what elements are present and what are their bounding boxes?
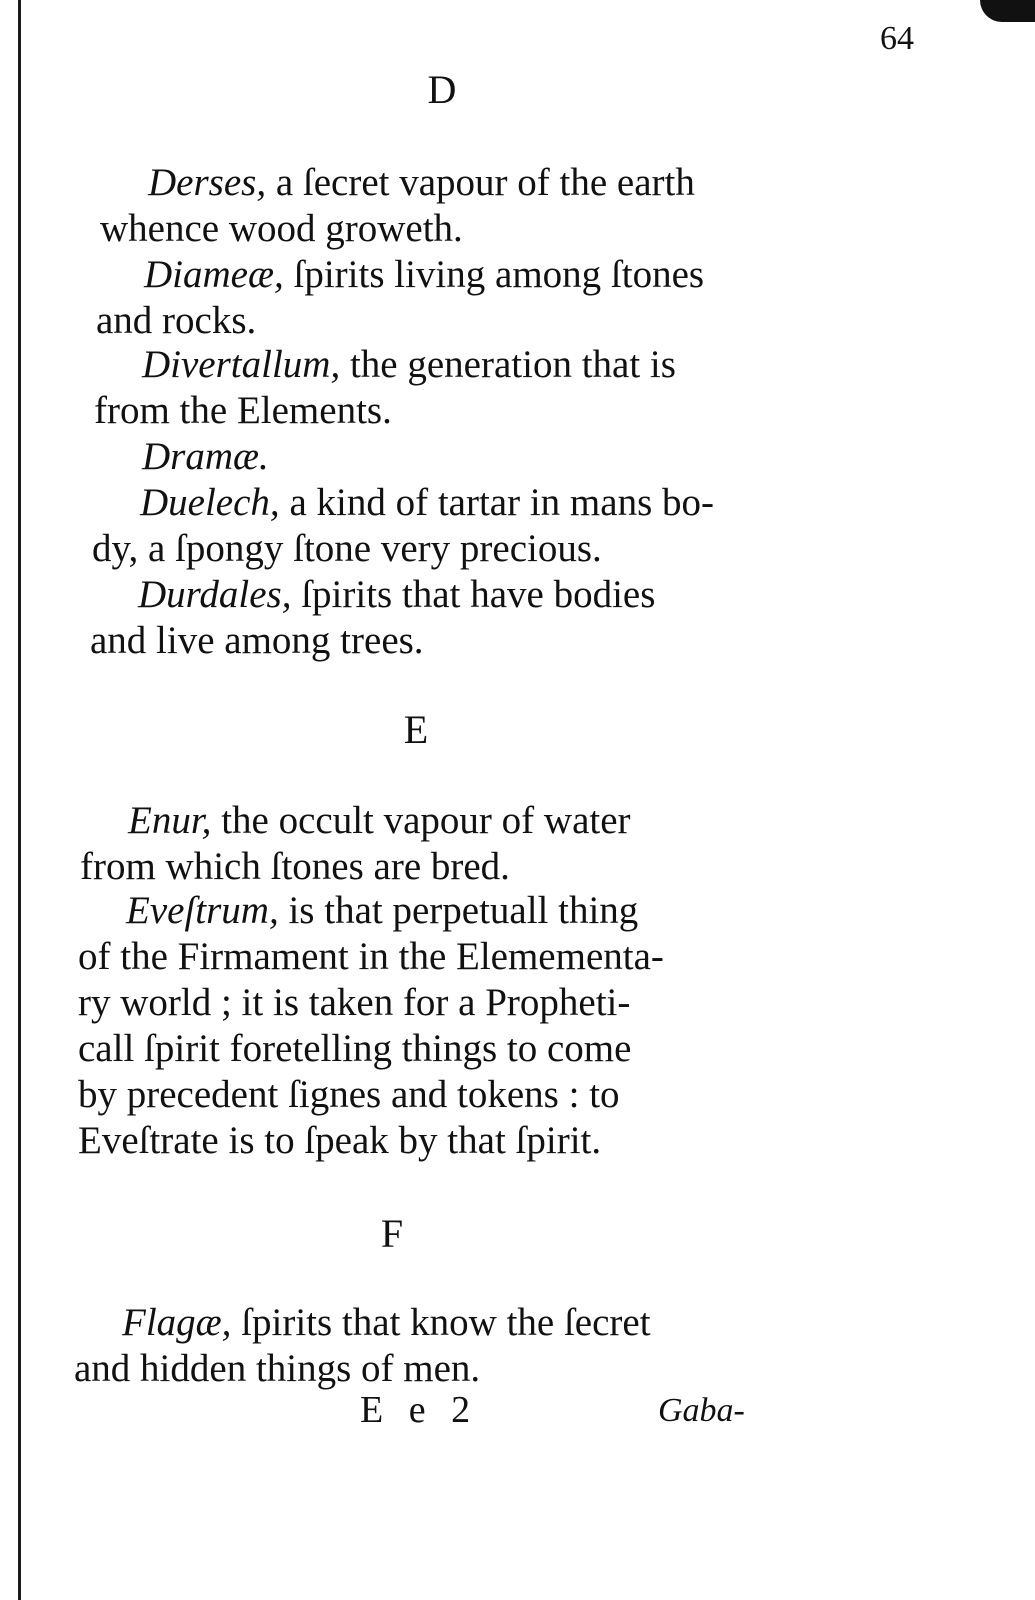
entry-text: and hidden things of men. — [74, 1347, 481, 1390]
entry-text: the generation that is — [349, 343, 676, 386]
entry-term: Eveſtrum, — [126, 889, 279, 932]
entry-diameae — [96, 252, 704, 344]
entry-text: ſpirits living among ſtones — [293, 253, 705, 296]
entry-term: Enur, — [128, 799, 212, 842]
entry-text: call ſpirit foretelling things to come — [78, 1027, 632, 1070]
entry-text: and rocks. — [96, 299, 257, 342]
entry-term: Duelech, — [140, 481, 280, 524]
entry-term: Divertallum, — [142, 343, 341, 386]
entry-text: from the Elements. — [94, 389, 392, 432]
entry-enur — [80, 798, 631, 890]
entry-term: Diameæ, — [144, 253, 284, 296]
entry-text: ſpirits that know the ſecret — [241, 1301, 651, 1344]
entry-text: a ſecret vapour of the earth — [275, 161, 695, 204]
entry-text: of the Firmament in the Elemementa- — [78, 935, 664, 978]
entry-text: a kind of tartar in mans bo- — [289, 481, 714, 524]
catchword: Gaba- — [658, 1392, 745, 1429]
entry-term: Flagæ, — [122, 1301, 232, 1344]
page-edge-rule — [18, 0, 21, 1600]
entry-text: the occult vapour of water — [221, 799, 631, 842]
entry-term: Durdales, — [138, 573, 292, 616]
page-footer — [360, 1388, 780, 1438]
section-heading-f: F — [380, 1211, 404, 1256]
entry-flagae — [74, 1300, 651, 1392]
entry-derses — [100, 160, 695, 252]
entry-term: Dramæ. — [142, 435, 269, 478]
section-heading-d: D — [427, 67, 457, 112]
entry-text: is that perpetuall thing — [288, 889, 639, 932]
entry-durdales — [90, 572, 655, 664]
entry-text: whence wood groweth. — [100, 207, 463, 250]
entry-dramae — [94, 434, 269, 480]
entry-text: Eveſtrate is to ſpeak by that ſpirit. — [78, 1119, 602, 1162]
entry-divertallum — [94, 342, 676, 434]
entry-duelech — [92, 480, 714, 572]
section-heading-e: E — [403, 707, 429, 752]
entry-text: ry world ; it is taken for a Propheti- — [78, 981, 631, 1024]
entry-text: dy, a ſpongy ſtone very precious. — [92, 527, 602, 570]
entry-evestrum — [78, 888, 664, 1164]
entry-text: and live among trees. — [90, 619, 424, 662]
page-number: 64 — [880, 20, 914, 57]
corner-ink-mark — [980, 0, 1035, 22]
entry-text: from which ſtones are bred. — [80, 845, 510, 888]
entry-text: ſpirits that have bodies — [301, 573, 656, 616]
entry-text: by precedent ſignes and tokens : to — [78, 1073, 620, 1116]
entry-term: Derses, — [148, 161, 267, 204]
signature-mark: E e 2 — [360, 1389, 479, 1431]
